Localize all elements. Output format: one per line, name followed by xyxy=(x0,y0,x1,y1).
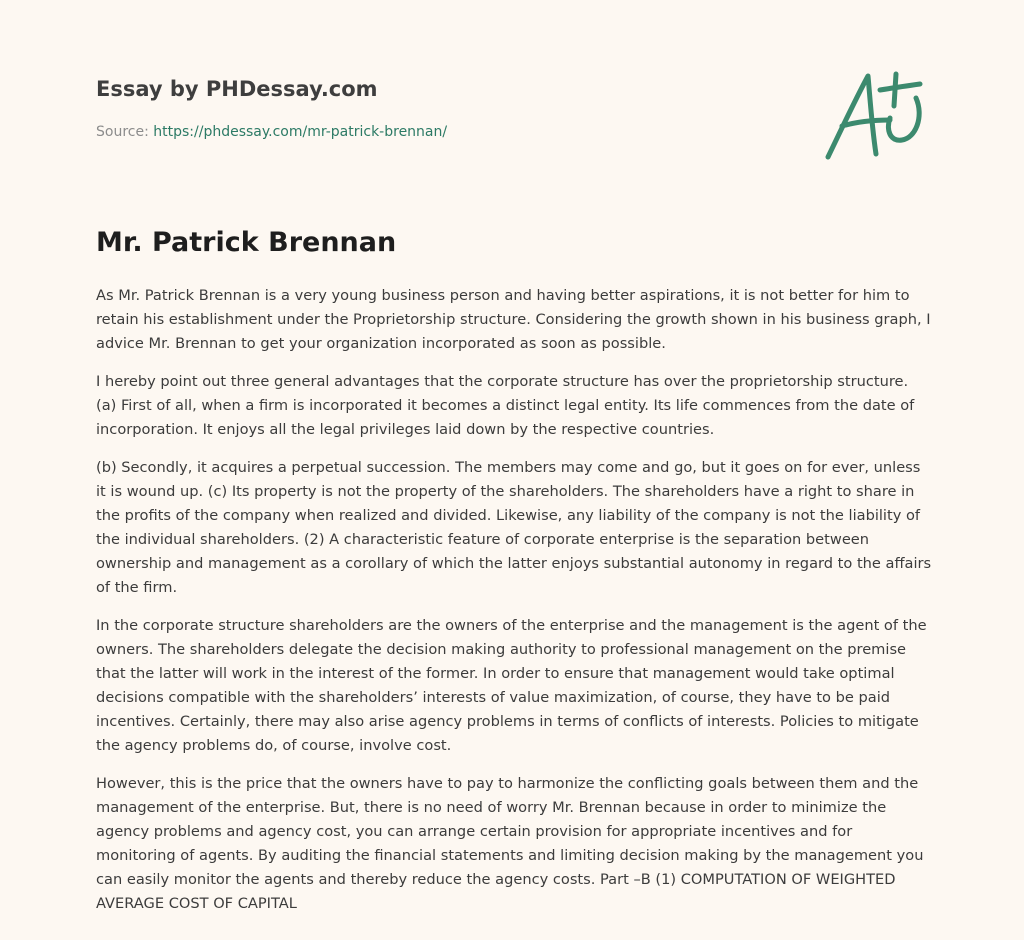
source-line xyxy=(96,124,447,140)
essay-paragraph: In the corporate structure shareholders are the owners of the enterprise and the management is the agent of the owners. The shareholders delegate the decision making authority to professional management on the premise that the latter will work in the interest of the former. In order to ensure that management would take optimal decisions compatible with the shareholders’ interests of value maximization, of course, they have to be paid incentives. Certainly, there may also arise agency problems in terms of conflicts of interests. Policies to mitigate the agency problems do, of course, involve cost. xyxy=(96,617,927,754)
source-link[interactable]: https://phdessay.com/mr-patrick-brennan/ xyxy=(153,124,448,140)
site-brand: Essay by PHDessay.com xyxy=(96,77,378,101)
essay-paragraph: However, this is the price that the owners have to pay to harmonize the conflicting goals between them and the management of the enterprise. But, there is no need of worry Mr. Brennan because in order to minimize the agency problems and agency cost, you can arrange certain provision for appropriate incentives and for monitoring of agents. By auditing the financial statements and limiting decision making by the management you can easily monitor the agents and thereby reduce the agency costs. Part –B (1) COMPUTATION OF WEIGHTED AVERAGE COST OF CAPITAL xyxy=(96,775,924,912)
essay-paragraph: As Mr. Patrick Brennan is a very young business person and having better aspirations, it is not better for him to retain his establishment under the Proprietorship structure. Considering the growth shown in his business graph, I advice Mr. Brennan to get your organization incorporated as soon as possible. xyxy=(96,287,931,352)
source-label: Source: xyxy=(96,124,154,140)
a-plus-logo-icon xyxy=(820,68,930,168)
essay-body xyxy=(96,284,932,930)
essay-paragraph: I hereby point out three general advantages that the corporate structure has over the proprietorship structure. (a) First of all, when a firm is incorporated it becomes a distinct legal entity. Its life commences from the date of incorporation. It enjoys all the legal privileges laid down by the respective countries. xyxy=(96,373,915,438)
essay-paragraph: (b) Secondly, it acquires a perpetual succession. The members may come and go, but it goes on for ever, unless it is wound up. (c) Its property is not the property of the shareholders. The shareholders have a right to share in the profits of the company when realized and divided. Likewise, any liability of the company is not the liability of the individual shareholders. (2) A characteristic feature of corporate enterprise is the separation between ownership and management as a corollary of which the latter enjoys substantial autonomy in regard to the affairs of the firm. xyxy=(96,459,932,596)
essay-title: Mr. Patrick Brennan xyxy=(96,227,397,258)
